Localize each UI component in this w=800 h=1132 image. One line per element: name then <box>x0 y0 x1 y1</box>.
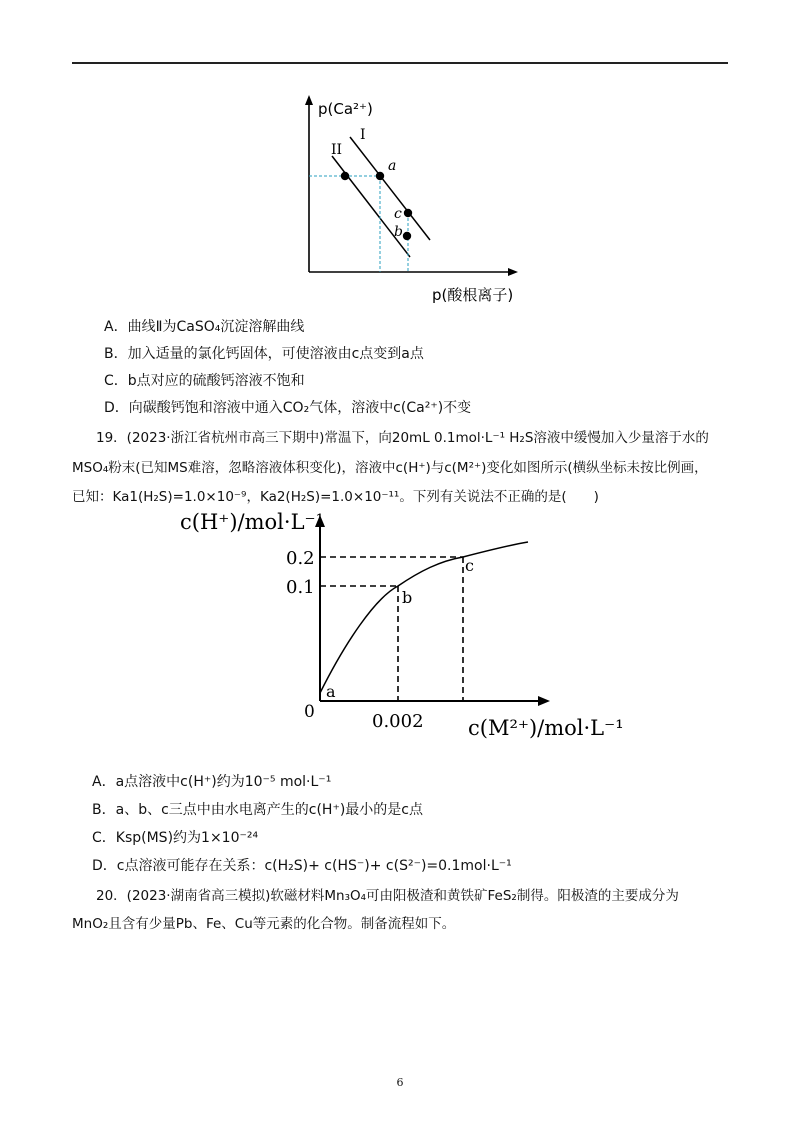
point-c-label: c <box>465 556 474 575</box>
y-axis-label: p(Ca²⁺) <box>318 100 373 118</box>
x-axis-label: c(M²⁺)/mol·L⁻¹ <box>468 716 624 740</box>
q19-stem-line2: MSO₄粉末(已知MS难溶，忽略溶液体积变化)，溶液中c(H⁺)与c(M²⁺)变化如图所示(横纵坐标未按比例画， <box>72 460 708 476</box>
q20-stem-line1: 20．(2023·湖南省高三模拟)软磁材料Mn₃O₄可由阳极渣和黄铁矿FeS₂制得。阳极渣的主要成分为 <box>96 888 679 904</box>
point-a-label: a <box>326 682 336 701</box>
header-rule <box>72 62 728 64</box>
x-axis-arrow <box>508 268 518 276</box>
point-c-label: c <box>394 206 402 222</box>
q19-option-a: A．a点溶液中c(H⁺)约为10⁻⁵ mol·L⁻¹ <box>92 774 332 790</box>
point-ii <box>341 172 349 180</box>
point-b-label: b <box>402 588 413 607</box>
q19-option-d: D．c点溶液可能存在关系：c(H₂S)+ c(HS⁻)+ c(S²⁻)=0.1mol·L⁻¹ <box>92 858 512 874</box>
x-axis-label: p(酸根离子) <box>432 286 514 304</box>
page-number: 6 <box>396 1076 404 1089</box>
q18-option-a: A．曲线Ⅱ为CaSO₄沉淀溶解曲线 <box>104 319 305 335</box>
q19-option-b: B．a、b、c三点中由水电离产生的c(H⁺)最小的是c点 <box>92 802 424 818</box>
y-tick-0.1: 0.1 <box>286 577 315 598</box>
y-tick-0.2: 0.2 <box>286 548 315 569</box>
point-b <box>403 232 411 240</box>
curve-I-label: I <box>360 127 366 143</box>
x-axis-arrow <box>538 696 550 706</box>
q19-option-c: C．Ksp(MS)约为1×10⁻²⁴ <box>92 830 259 846</box>
q18-option-c: C．b点对应的硫酸钙溶液不饱和 <box>104 373 305 389</box>
q18-option-d: D．向碳酸钙饱和溶液中通入CO₂气体，溶液中c(Ca²⁺)不变 <box>104 400 472 416</box>
y-axis-arrow <box>305 95 313 105</box>
ksp-diagram <box>280 92 540 307</box>
point-a <box>376 172 384 180</box>
ch-vs-cm-diagram <box>180 510 630 743</box>
q18-option-b: B．加入适量的氯化钙固体，可使溶液由c点变到a点 <box>104 346 424 362</box>
q19-stem-line1: 19．(2023·浙江省杭州市高三下期中)常温下，向20mL 0.1mol·L⁻¹ H₂S溶液中缓慢加入少量溶于水的 <box>96 430 709 446</box>
q20-stem-line2: MnO₂且含有少量Pb、Fe、Cu等元素的化合物。制备流程如下。 <box>72 916 456 932</box>
origin-label: 0 <box>304 702 315 722</box>
point-b-label: b <box>394 224 403 240</box>
y-axis-label: c(H⁺)/mol·L⁻¹ <box>180 510 325 534</box>
curve-II-label: II <box>331 142 343 158</box>
ch-curve <box>320 542 528 693</box>
curve-I <box>350 137 430 240</box>
point-c <box>404 209 412 217</box>
q19-stem-line3: 已知：Ka1(H₂S)=1.0×10⁻⁹，Ka2(H₂S)=1.0×10⁻¹¹。下列有关说法不正确的是( ) <box>72 489 599 505</box>
x-tick-0.002: 0.002 <box>372 711 424 732</box>
point-a-label: a <box>388 158 397 174</box>
